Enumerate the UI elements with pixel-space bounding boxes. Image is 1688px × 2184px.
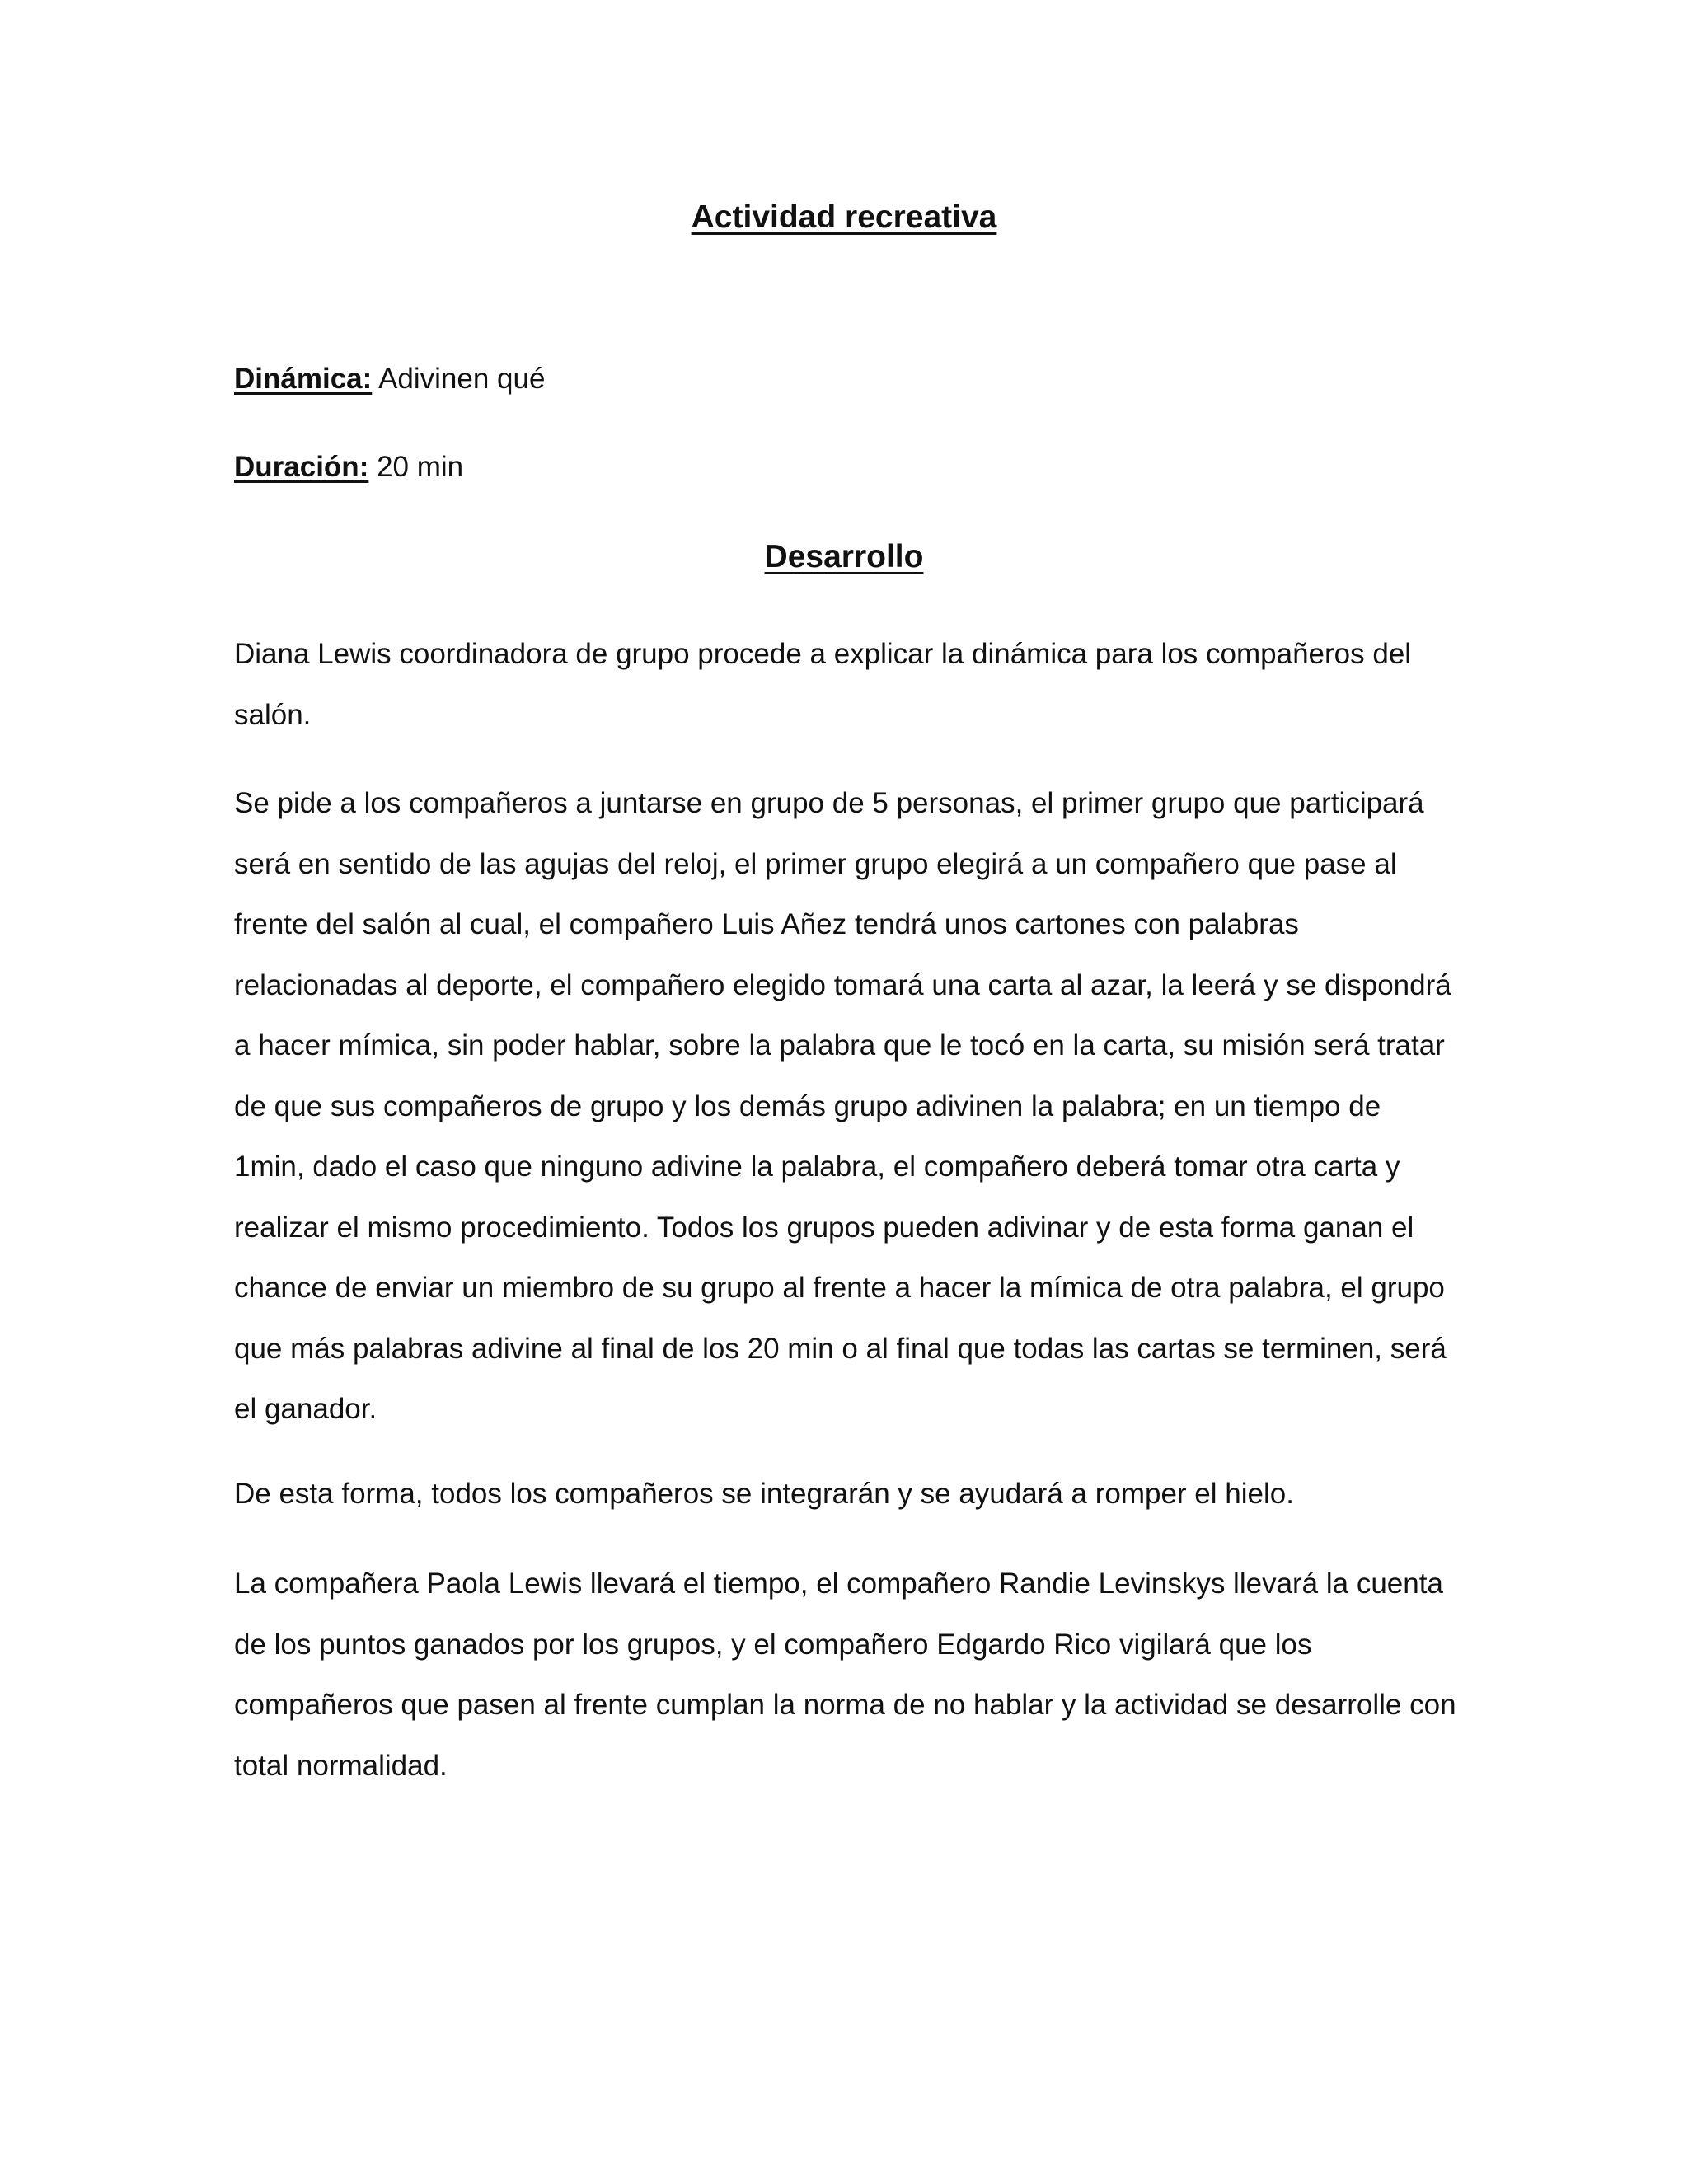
paragraph-intro: Diana Lewis coordinadora de grupo procede a explicar la dinámica para los compañeros del salón. — [234, 638, 1412, 731]
dinamica-label: Dinámica: — [234, 363, 373, 395]
duracion-label: Duración: — [234, 451, 369, 483]
field-duracion — [234, 449, 463, 485]
dinamica-value: Adivinen qué — [372, 363, 546, 395]
paragraph-rules: Se pide a los compañeros a juntarse en grupo de 5 personas, el primer grupo que participará será en sentido de las agujas del reloj, el primer grupo elegirá a un compañero que pase al frente del salón al cual, el compañero Luis Añez tendrá unos cartones con palabras relacionadas al deporte, el compañero elegido tomará una carta al azar, la leerá y se dispondrá a hacer mímica, sin poder hablar, sobre la palabra que le tocó en la carta, su misión será tratar de que sus compañeros de grupo y los demás grupo adivinen la palabra; en un tiempo de 1min, dado el caso que ninguno adivine la palabra, el compañero deberá tomar otra carta y realizar el mismo procedimiento. Todos los grupos pueden adivinar y de esta forma ganan el chance de enviar un miembro de su grupo al frente a hacer la mímica de otra palabra, el grupo que más palabras adivine al final de los 20 min o al final que todas las cartas se terminen, será el ganador. — [234, 787, 1451, 1425]
field-dinamica — [234, 361, 545, 397]
paragraph-purpose: De esta forma, todos los compañeros se integrarán y se ayudará a romper el hielo. — [234, 1478, 1294, 1510]
duracion-value: 20 min — [368, 451, 464, 483]
document-title: Actividad recreativa — [691, 199, 997, 235]
section-title-desarrollo: Desarrollo — [764, 539, 924, 574]
paragraph-roles: La compañera Paola Lewis llevará el tiempo, el compañero Randie Levinskys llevará la cuenta de los puntos ganados por los grupos, y el compañero Edgardo Rico vigilará que los compañeros que pasen al frente cumplan la norma de no hablar y la actividad se desarrolle con total normalidad. — [234, 1568, 1456, 1782]
